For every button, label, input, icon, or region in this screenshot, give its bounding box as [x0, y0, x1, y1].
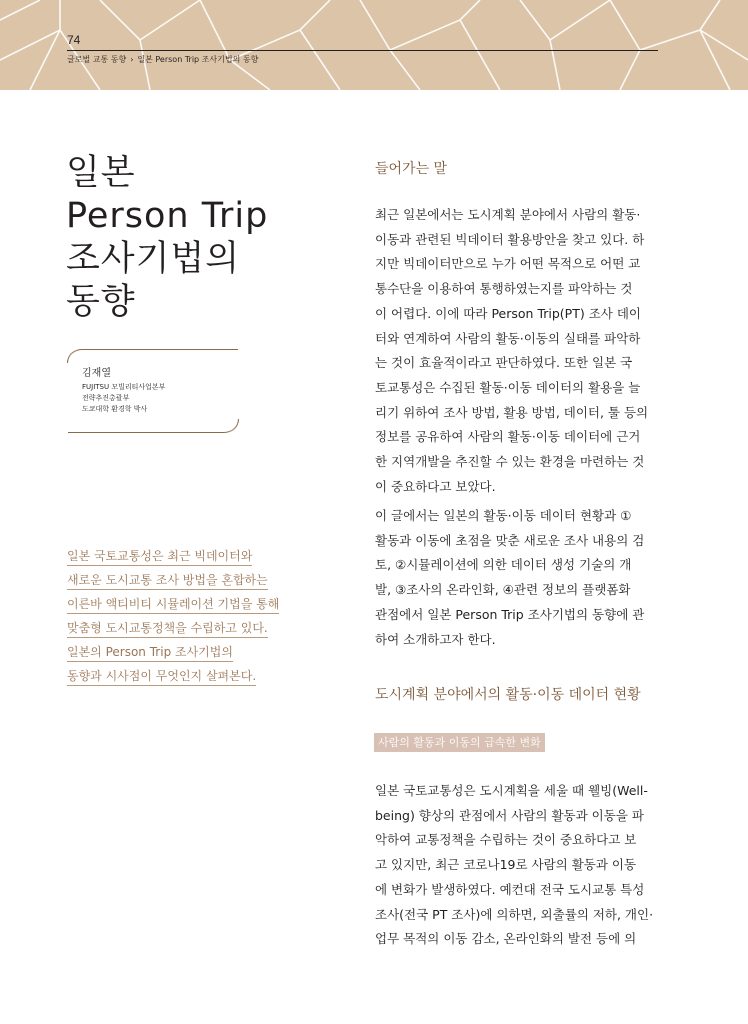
- section2-paragraph: [375, 779, 659, 952]
- running-head: [67, 54, 258, 65]
- title-line: 일본: [66, 153, 136, 193]
- running-head-separator: ›: [130, 55, 134, 64]
- author-affiliations: [82, 382, 165, 415]
- section2-heading: 도시계획 분야에서의 활동·이동 데이터 현황: [375, 687, 641, 703]
- body-line: 악하여 교통정책을 수립하는 것이 중요하다고 보: [375, 832, 637, 848]
- body-line: 발, ③조사의 온라인화, ④관련 정보의 플랫폼화: [375, 582, 631, 598]
- running-head-title: 일본 Person Trip 조사기법의 동향: [137, 55, 259, 64]
- body-line: 고 있지만, 최근 코로나19로 사람의 활동과 이동: [375, 857, 637, 873]
- title-line: Person Trip: [66, 196, 269, 236]
- body-line: 업무 목적의 이동 감소, 온라인화의 발전 등에 의: [375, 931, 637, 947]
- body-line: 통수단을 이용하여 통행하였는지를 파악하는 것: [375, 281, 633, 297]
- body-line: 이 어렵다. 이에 따라 Person Trip(PT) 조사 데이: [375, 305, 641, 321]
- intro-paragraph-1: [375, 203, 659, 499]
- body-line: 에 변화가 발생하였다. 예컨대 전국 도시교통 특성: [375, 881, 645, 897]
- body-line: 한 지역개발을 추진할 수 있는 환경을 마련하는 것: [375, 454, 645, 470]
- author-affiliation: FUJITSU 모빌리티사업본부: [82, 383, 166, 391]
- body-line: 하여 소개하고자 한다.: [375, 631, 496, 647]
- body-line: being) 향상의 관점에서 사람의 활동과 이동을 파: [375, 807, 644, 823]
- body-line: 최근 일본에서는 도시계획 분야에서 사람의 활동·: [375, 207, 641, 222]
- body-line: 조사(전국 PT 조사)에 의하면, 외출률의 저하, 개인·: [375, 906, 654, 922]
- summary-line: 맞춤형 도시교통정책을 수립하고 있다.: [67, 621, 268, 638]
- author-name: 김재열: [82, 368, 111, 379]
- summary-line: 동향과 시사점이 무엇인지 살펴본다.: [67, 669, 256, 686]
- summary-line: 일본 국토교통성은 최근 빅데이터와: [67, 549, 252, 566]
- body-line: 토교통성은 수집된 활동·이동 데이터의 활용을 늘: [375, 379, 641, 395]
- body-line: 이동과 관련된 빅데이터 활용방안을 찾고 있다. 하: [375, 231, 645, 247]
- body-line: 이 글에서는 일본의 활동·이동 데이터 현황과 ①: [375, 508, 632, 523]
- body-line: 활동과 이동에 초점을 맞춘 새로운 조사 내용의 검: [375, 532, 645, 548]
- intro-paragraph-2: [375, 504, 659, 652]
- body-line: 정보를 공유하여 사람의 활동·이동 데이터에 근거: [375, 429, 641, 445]
- page-number: 74: [67, 33, 81, 47]
- body-line: 토, ②시뮬레이션에 의한 데이터 생성 기술의 개: [375, 557, 632, 573]
- summary-line: 새로운 도시교통 조사 방법을 혼합하는: [67, 573, 268, 590]
- header-band: [0, 0, 748, 90]
- body-line: 일본 국토교통성은 도시계획을 세울 때 웰빙(Well-: [375, 783, 648, 798]
- summary-lead: [67, 544, 295, 688]
- running-head-section: 글로벌 교통 동향: [67, 55, 127, 64]
- body-line: 이 중요하다고 보았다.: [375, 478, 496, 494]
- title-line: 조사기법의: [66, 239, 241, 279]
- title-line: 동향: [66, 282, 136, 322]
- article-title: [66, 152, 268, 324]
- body-line: 리기 위하여 조사 방법, 활용 방법, 데이터, 툴 등의: [375, 404, 649, 420]
- header-rule: [67, 50, 658, 51]
- author-affiliation: 도쿄대학 환경학 박사: [82, 405, 148, 413]
- body-line: 지만 빅데이터만으로 누가 어떤 목적으로 어떤 교: [375, 256, 641, 272]
- author-affiliation: 전략추진총괄부: [82, 394, 130, 402]
- author-box: [68, 349, 238, 433]
- body-line: 는 것이 효율적이라고 판단하였다. 또한 일본 국: [375, 355, 633, 371]
- summary-line: 이른바 액티비티 시뮬레이션 기법을 통해: [67, 597, 279, 614]
- summary-line: 일본의 Person Trip 조사기법의: [67, 645, 233, 662]
- body-line: 터와 연계하여 사람의 활동·이동의 실태를 파악하: [375, 330, 641, 346]
- section2-sub-heading: 사람의 활동과 이동의 급속한 변화: [374, 733, 545, 752]
- intro-heading: 들어가는 말: [375, 161, 448, 177]
- geometric-pattern: [0, 0, 748, 90]
- body-line: 관점에서 일본 Person Trip 조사기법의 동향에 관: [375, 606, 645, 622]
